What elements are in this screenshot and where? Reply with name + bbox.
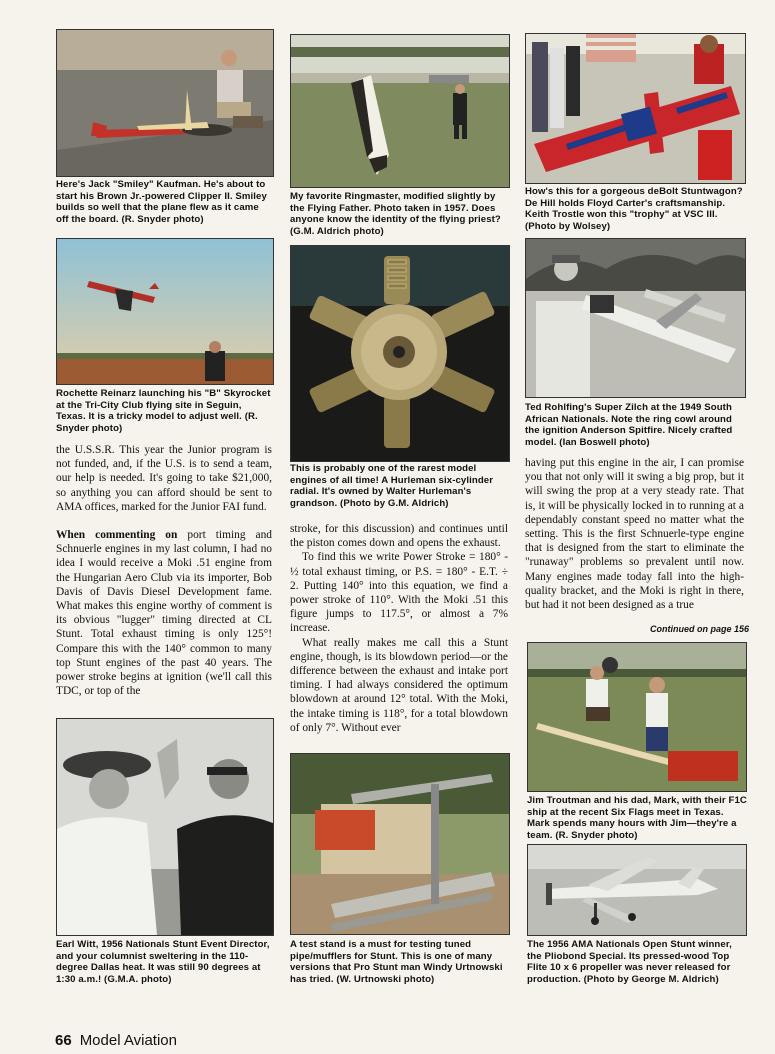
article-column-2 xyxy=(290,522,508,735)
caption-stuntwagon: How's this for a gorgeous deBolt Stuntwagon? De Hill holds Floyd Carter's craftsmanship. Keith Trostle won this "trophy" at VSC III. (Photo by Wolsey) xyxy=(525,186,743,232)
caption-troutman-f1c: Jim Troutman and his dad, Mark, with their F1C ship at the recent Six Flags meet in Texas. Mark spends many hours with Jim—they're a team. (R. Snyder photo) xyxy=(527,795,747,841)
photo-skyrocket xyxy=(56,238,274,385)
photo-super-zilch xyxy=(525,238,746,398)
page-footer xyxy=(55,1032,177,1049)
article-paragraph: the U.S.S.R. This year the Junior program is not funded, and, if the U.S. is to send a team, our help is needed. It's going to take $21,000, so anything you can afford should be sent to AMA offices, marked for the Junior FAI fund. xyxy=(56,444,272,513)
caption-smiley-kaufman: Here's Jack "Smiley" Kaufman. He's about to start his Brown Jr.-powered Clipper II. Smiley builds so well that the plane flew as it came off the board. (R. Snyder photo) xyxy=(56,179,267,225)
article-paragraph: having put this engine in the air, I can promise you that not only will it swing a big prop, but it will swing the prop at a very steady rate. That is, it will be physically locked in to running at a dependably constant speed no matter what the setting. This is the first Schnuerle-type engine that is designed from the start to eliminate the "runaway" problems so prevalent until now. Many engines made today fall into the high-quality bracket, and the Moki is right in there, but had it not been designed as a true xyxy=(525,457,744,612)
article-paragraph: stroke, for this discussion) and continues until the piston comes down and opens the exhaust. xyxy=(290,523,508,550)
photo-stuntwagon xyxy=(525,33,746,184)
article-paragraph: What really makes me call this a Stunt engine, though, is its blowdown period—or the difference between the exhaust and intake port timing. I had always considered the optimum blowdown at around 12° total. With the Moki, the intake timing is 118°, for a total blowdown of only 7°. Without ever xyxy=(290,636,508,734)
caption-ringmaster-priest: My favorite Ringmaster, modified slightly by the Flying Father. Photo taken in 1957. Does anyone know the identity of the flying priest? (G.M. Aldrich photo) xyxy=(290,191,501,237)
caption-skyrocket: Rochette Reinarz launching his "B" Skyrocket at the Tri-City Club flying site in Seguin, Texas. It is a tricky model to adjust well. (R. Snyder photo) xyxy=(56,388,271,434)
photo-ringmaster-priest xyxy=(290,34,510,188)
continued-notice: Continued on page 156 xyxy=(650,624,750,634)
magazine-name: Model Aviation xyxy=(79,1032,177,1049)
paragraph-lead-in: When commenting on xyxy=(56,529,178,542)
page-number: 66 xyxy=(55,1032,72,1049)
paragraph-text: port timing and Schnuerle engines in my last column, I had no idea I would receive a Moki .51 engine from the Hungarian Aero Club via its importer, Bob Davis of Davis Diesel Development fame. What makes this engine worthy of comment is its obvious "lugger" timing directed at CL Stunt. Total exhaust timing is only 125°! Compare this with the 140° common to many top Stunt engines of the past 40 years. The power stroke begins at ignition (we'll call this TDC, or top of the xyxy=(56,529,272,698)
caption-hurleman-radial: This is probably one of the rarest model engines of all time! A Hurleman six-cylinder radial. It's owned by Walter Hurleman's grandson. (Photo by G.M. Aldrich) xyxy=(290,463,494,509)
caption-earl-witt: Earl Witt, 1956 Nationals Stunt Event Director, and your columnist sweltering in the 110-degree Dallas heat. It was still 90 degrees at 1:30 a.m.! (G.M.A. photo) xyxy=(56,939,270,985)
article-column-1 xyxy=(56,443,272,698)
article-paragraph: To find this we write Power Stroke = 180° - ½ total exhaust timing, or P.S. = 180° - E.T. ÷ 2. Putting 140° into this equation, we find a power stroke of 110°. With the Moki .51 this figure jumps to 117.5°, or almost a 7% increase. xyxy=(290,551,508,635)
caption-super-zilch: Ted Rohlfing's Super Zilch at the 1949 South African Nationals. Note the ring cowl around the ignition Anderson Spitfire. Nicely crafted model. (Ian Boswell photo) xyxy=(525,402,733,448)
photo-test-stand xyxy=(290,753,510,935)
photo-smiley-kaufman xyxy=(56,29,274,177)
photo-hurleman-radial xyxy=(290,245,510,462)
photo-earl-witt xyxy=(56,718,274,936)
article-paragraph xyxy=(56,528,272,698)
photo-troutman-f1c xyxy=(527,642,747,792)
caption-pliobond-special: The 1956 AMA Nationals Open Stunt winner, the Pliobond Special. Its pressed-wood Top Flite 10 x 6 propeller was never released for production. (Photo by George M. Aldrich) xyxy=(527,939,732,985)
article-column-3 xyxy=(525,456,744,612)
photo-pliobond-special xyxy=(527,844,747,936)
caption-test-stand: A test stand is a must for testing tuned pipe/mufflers for Stunt. This is one of many versions that Pro Stunt man Windy Urtnowski has tried. (W. Urtnowski photo) xyxy=(290,939,503,985)
